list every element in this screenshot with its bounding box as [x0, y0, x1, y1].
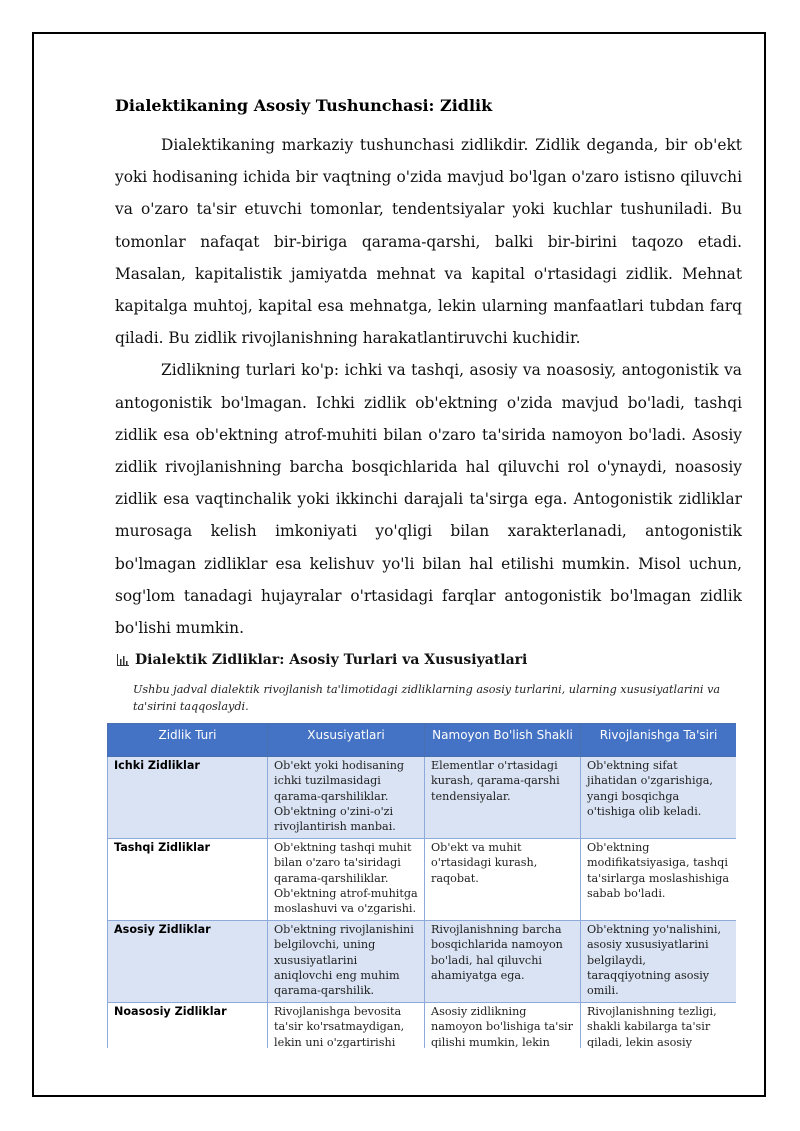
table-cell: Elementlar o'rtasidagi kurash, qarama-qarshi tendensiyalar. — [425, 757, 581, 839]
paragraph-2: Zidlikning turlari ko'p: ichki va tashqi, asosiy va noasosiy, antogonistik va antogonistik bo'lmagan. Ichki zidlik ob'ektning o'zida mavjud bo'ladi, tashqi zidlik esa ob'ektning atrof-muhiti bilan o'zaro ta'sirida namoyon bo'ladi. Asosiy zidlik rivojlanishning barcha bosqichlarida hal qiluvchi rol o'ynaydi, noasosiy zidlik esa vaqtinchalik yoki ikkinchi darajali ta'sirga ega. Antogonistik zidliklar murosaga kelish imkoniyati yo'qligi bilan xarakterlanadi, antogonistik bo'lmagan zidliklar esa kelishuv yo'li bilan hal etilishi mumkin. Misol uchun, sog'lom tanadagi hujayralar o'rtasidagi farqlar antogonistik bo'lmagan zidlik bo'lishi mumkin. — [115, 361, 742, 638]
table-row — [108, 757, 737, 839]
table-row — [108, 1003, 737, 1049]
table-cell-type: Ichki Zidliklar — [108, 757, 268, 839]
section-heading: Dialektikaning Asosiy Tushunchasi: Zidlik — [115, 96, 493, 115]
table-cell-type: Noasosiy Zidliklar — [108, 1003, 268, 1049]
table-cell-type: Asosiy Zidliklar — [108, 921, 268, 1003]
document-body — [115, 95, 742, 644]
contradictions-table — [107, 723, 736, 1048]
table-cell-type: Tashqi Zidliklar — [108, 839, 268, 921]
table-row — [108, 921, 737, 1003]
table-cell: Ob'ekt va muhit o'rtasidagi kurash, raqobat. — [425, 839, 581, 921]
table-container — [107, 723, 736, 1048]
table-cell: Rivojlanishga bevosita ta'sir ko'rsatmaydigan, lekin uni o'zgartirishi — [268, 1003, 425, 1049]
table-caption: Ushbu jadval dialektik rivojlanish ta'limotidagi zidliklarning asosiy turlarini, ularning xususiyatlarini va ta'sirini taqqoslaydi. — [133, 683, 721, 713]
header-cell: Rivojlanishga Ta'siri — [581, 724, 737, 757]
table-title-text: Dialektik Zidliklar: Asosiy Turlari va Xususiyatlari — [135, 652, 528, 668]
header-cell: Namoyon Bo'lish Shakli — [425, 724, 581, 757]
table-cell: Rivojlanishning tezligi, shakli kabilarga ta'sir qiladi, lekin asosiy — [581, 1003, 737, 1049]
table-cell: Ob'ektning sifat jihatidan o'zgarishiga, yangi bosqichga o'tishiga olib keladi. — [581, 757, 737, 839]
table-cell: Asosiy zidlikning namoyon bo'lishiga ta'sir qilishi mumkin, lekin — [425, 1003, 581, 1049]
table-cell: Ob'ekt yoki hodisaning ichki tuzilmasidagi qarama-qarshiliklar. Ob'ektning o'zini-o'zi rivojlantirish manbai. — [268, 757, 425, 839]
table-cell: Ob'ektning rivojlanishini belgilovchi, uning xususiyatlarini aniqlovchi eng muhim qarama-qarshilik. — [268, 921, 425, 1003]
table-header-row — [108, 724, 737, 757]
paragraph-1: Dialektikaning markaziy tushunchasi zidlikdir. Zidlik deganda, bir ob'ekt yoki hodisaning ichida bir vaqtning o'zida mavjud bo'lgan o'zaro istisno qiluvchi va o'zaro ta'sir etuvchi tomonlar, tendentsiyalar yoki kuchlar tushuniladi. Bu tomonlar nafaqat bir-biriga qarama-qarshi, balki bir-birini taqozo etadi. Masalan, kapitalistik jamiyatda mehnat va kapital o'rtasidagi zidlik. Mehnat kapitalga muhtoj, kapital esa mehnatga, lekin ularning manfaatlari tubdan farq qiladi. Bu zidlik rivojlanishning harakatlantiruvchi kuchidir. — [115, 136, 742, 348]
header-cell: Xususiyatlari — [268, 724, 425, 757]
table-title — [117, 652, 527, 668]
bar-chart-icon — [117, 654, 129, 666]
header-cell: Zidlik Turi — [108, 724, 268, 757]
table-cell: Ob'ektning yo'nalishini, asosiy xususiyatlarini belgilaydi, taraqqiyotning asosiy omili. — [581, 921, 737, 1003]
table-cell: Ob'ektning tashqi muhit bilan o'zaro ta'siridagi qarama-qarshiliklar. Ob'ektning atrof-muhitga moslashuvi va o'zgarishi. — [268, 839, 425, 921]
table-cell: Ob'ektning modifikatsiyasiga, tashqi ta'sirlarga moslashishiga sabab bo'ladi. — [581, 839, 737, 921]
table-row — [108, 839, 737, 921]
table-cell: Rivojlanishning barcha bosqichlarida namoyon bo'ladi, hal qiluvchi ahamiyatga ega. — [425, 921, 581, 1003]
